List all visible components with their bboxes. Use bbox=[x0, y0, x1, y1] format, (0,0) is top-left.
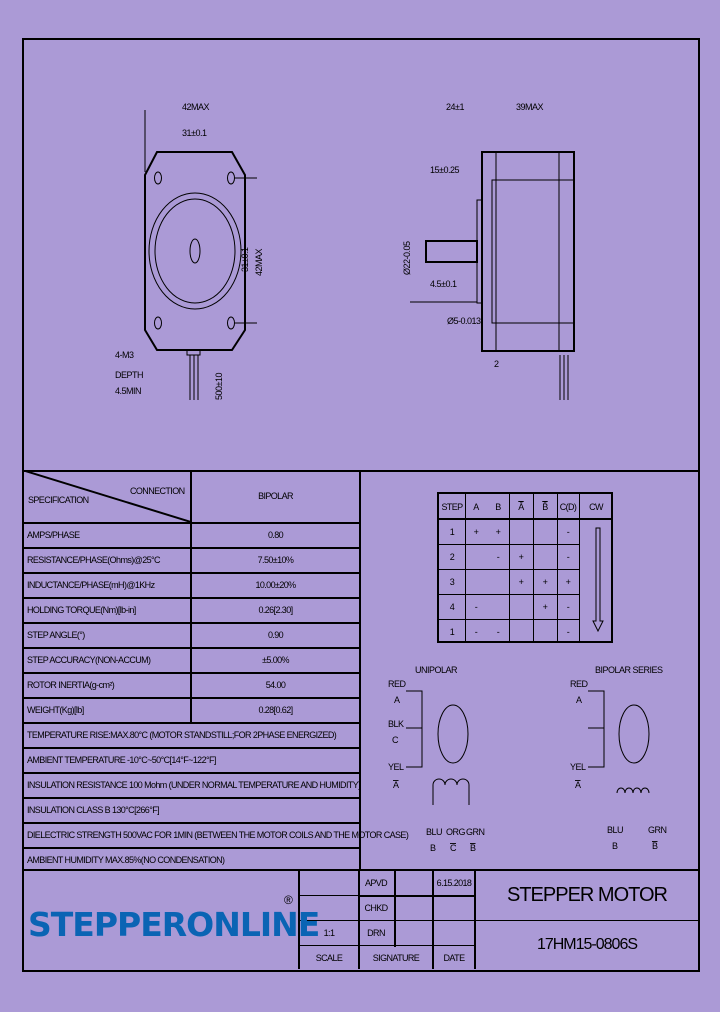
step-cell: + bbox=[542, 601, 548, 612]
step-cell bbox=[533, 519, 557, 544]
spec-note: INSULATION CLASS B 130°C[266°F] bbox=[27, 804, 159, 815]
spec-label: HOLDING TORQUE(Nm)[lb-in] bbox=[27, 604, 136, 615]
step-cell: - bbox=[566, 601, 570, 612]
dim-hole-spacing: 31±0.1 bbox=[182, 128, 207, 138]
step-header: B bbox=[495, 501, 501, 512]
label-org: ORG bbox=[446, 827, 466, 837]
step-cell bbox=[533, 544, 557, 569]
step-cell bbox=[465, 544, 487, 569]
step-cell: - bbox=[566, 526, 570, 537]
spec-note: TEMPERATURE RISE:MAX.80°C (MOTOR STANDSTILL;FOR 2PHASE ENERGIZED) bbox=[27, 729, 337, 740]
spec-value: 0.26[2.30] bbox=[258, 604, 293, 615]
signature-label: SIGNATURE bbox=[372, 952, 420, 963]
step-cell bbox=[509, 619, 533, 644]
step-cell: + bbox=[565, 576, 571, 587]
stepperonline-logo: STEPPERONLINE bbox=[28, 905, 320, 944]
wiring-diagrams bbox=[370, 655, 700, 865]
header-specification: SPECIFICATION bbox=[28, 495, 89, 505]
label-grn: GRN bbox=[466, 827, 485, 837]
spec-value: 54.00 bbox=[265, 679, 286, 690]
spec-label: RESISTANCE/PHASE(Ohms)@25°C bbox=[27, 554, 160, 565]
scale-label: SCALE bbox=[315, 952, 343, 963]
label-a: A bbox=[394, 695, 400, 705]
label-yel: YEL bbox=[388, 762, 404, 772]
divider bbox=[359, 470, 361, 870]
step-cell: - bbox=[474, 601, 478, 612]
dim-flange: 2 bbox=[494, 359, 499, 369]
registered-mark: ® bbox=[284, 893, 293, 907]
cw-arrow-icon bbox=[588, 526, 608, 636]
spec-note: AMBIENT TEMPERATURE -10°C~50°C[14°F~122°F] bbox=[27, 754, 216, 765]
dim-width-max: 42MAX bbox=[182, 102, 210, 112]
spec-label: STEP ACCURACY(NON-ACCUM) bbox=[27, 654, 151, 665]
spec-value: 10.00±20% bbox=[255, 579, 296, 590]
spec-note: DIELECTRIC STRENGTH 500VAC FOR 1MIN (BETWEEN THE MOTOR COILS AND THE MOTOR CASE) bbox=[27, 829, 409, 840]
step-header: B̄ bbox=[542, 501, 548, 512]
drawing-title: STEPPER MOTOR bbox=[507, 883, 667, 906]
spec-label: ROTOR INERTIA(g-cm²) bbox=[27, 679, 115, 690]
drn-label: DRN bbox=[367, 928, 385, 938]
divider bbox=[579, 494, 580, 641]
apvd-label: APVD bbox=[364, 877, 388, 888]
label-red: RED bbox=[570, 679, 588, 689]
step-cell: + bbox=[473, 526, 479, 537]
bipolar-title: BIPOLAR SERIES bbox=[595, 665, 663, 675]
step-cell bbox=[509, 519, 533, 544]
bipolar-series-diagram bbox=[570, 665, 667, 851]
label-yel: YEL bbox=[570, 762, 586, 772]
dim-mount-hole: 4-M3 bbox=[115, 350, 134, 360]
step-header: STEP bbox=[441, 501, 463, 512]
dim-shaft-small: Ø5-0.013 bbox=[447, 316, 481, 326]
header-bipolar: BIPOLAR bbox=[258, 491, 293, 501]
step-cell: + bbox=[518, 551, 524, 562]
unipolar-title: UNIPOLAR bbox=[415, 665, 458, 675]
step-cell: - bbox=[474, 626, 478, 637]
spec-note: AMBIENT HUMIDITY MAX.85%(NO CONDENSATION) bbox=[27, 854, 225, 865]
step-cell: 2 bbox=[449, 551, 455, 562]
dim-height-max: 42MAX bbox=[254, 248, 264, 276]
scale-value: 1:1 bbox=[323, 928, 335, 938]
label-blk: BLK bbox=[388, 719, 404, 729]
label-b: B bbox=[430, 843, 436, 853]
step-cell: + bbox=[495, 526, 501, 537]
label-red: RED bbox=[388, 679, 406, 689]
label-blu: BLU bbox=[426, 827, 443, 837]
dim-flat-depth: 4.5±0.1 bbox=[430, 279, 457, 289]
step-cell bbox=[487, 569, 509, 594]
dim-shaft-length: 24±1 bbox=[446, 102, 464, 112]
date-value: 6.15.2018 bbox=[436, 877, 472, 888]
step-header: C(D) bbox=[559, 501, 577, 512]
label-b: B bbox=[612, 841, 618, 851]
step-cell: 3 bbox=[449, 576, 455, 587]
spec-label: STEP ANGLE(°) bbox=[27, 629, 85, 640]
step-cell bbox=[533, 619, 557, 644]
step-cell: 1 bbox=[449, 626, 455, 637]
model-number: 17HM15-0806S bbox=[536, 936, 638, 953]
spec-value: 7.50±10% bbox=[257, 554, 294, 565]
label-grn: GRN bbox=[648, 825, 667, 835]
step-cell: 4 bbox=[449, 601, 455, 612]
step-cell bbox=[509, 594, 533, 619]
side-view bbox=[410, 152, 574, 400]
step-cell: 1 bbox=[449, 526, 455, 537]
divider bbox=[394, 869, 396, 947]
step-cell: + bbox=[542, 576, 548, 587]
header-connection: CONNECTION bbox=[130, 486, 185, 496]
label-a: A bbox=[576, 695, 582, 705]
spec-value: 0.90 bbox=[267, 629, 284, 640]
spec-value: ±5.00% bbox=[262, 654, 289, 665]
spec-note: INSULATION RESISTANCE 100 Mohm (UNDER NORMAL TEMPERATURE AND HUMIDITY) bbox=[27, 779, 361, 790]
spec-label: AMPS/PHASE bbox=[27, 529, 80, 540]
step-cell: - bbox=[496, 626, 500, 637]
step-cell: - bbox=[566, 551, 570, 562]
step-header: CW bbox=[589, 501, 603, 512]
dim-depth: DEPTH bbox=[115, 370, 144, 380]
label-blu: BLU bbox=[607, 825, 624, 835]
spec-label: INDUCTANCE/PHASE(mH)@1KHz bbox=[27, 579, 155, 590]
dim-lead-length: 500±10 bbox=[214, 373, 224, 400]
dim-shaft-diameter: Ø22-0.05 bbox=[402, 241, 412, 275]
step-header: A bbox=[473, 501, 479, 512]
step-cell: - bbox=[566, 626, 570, 637]
dim-body-length: 39MAX bbox=[516, 102, 544, 112]
step-cell: + bbox=[518, 576, 524, 587]
dim-flat-length: 15±0.25 bbox=[430, 165, 459, 175]
spec-label: WEIGHT(Kg)[lb] bbox=[27, 704, 84, 715]
step-sequence-table bbox=[437, 492, 613, 643]
spec-value: 0.80 bbox=[267, 529, 284, 540]
label-c: C bbox=[392, 735, 398, 745]
label-b-bar: B bbox=[652, 841, 658, 851]
label-a-bar: A bbox=[575, 780, 581, 790]
date-label: DATE bbox=[443, 952, 465, 963]
chkd-label: CHKD bbox=[364, 903, 388, 913]
divider bbox=[298, 895, 358, 896]
step-header: $\overline{Ā}$ bbox=[518, 501, 524, 512]
motor-drawing bbox=[0, 0, 720, 470]
spec-value: 0.28[0.62] bbox=[258, 704, 293, 715]
step-cell: - bbox=[496, 551, 500, 562]
step-cell bbox=[465, 569, 487, 594]
label-b-bar: B bbox=[470, 843, 476, 853]
label-c-bar: C bbox=[450, 843, 456, 853]
label-a-bar: A bbox=[393, 780, 399, 790]
dim-depth-value: 4.5MIN bbox=[115, 386, 142, 396]
step-cell bbox=[487, 594, 509, 619]
dim-height: 31±0.1 bbox=[240, 247, 250, 272]
